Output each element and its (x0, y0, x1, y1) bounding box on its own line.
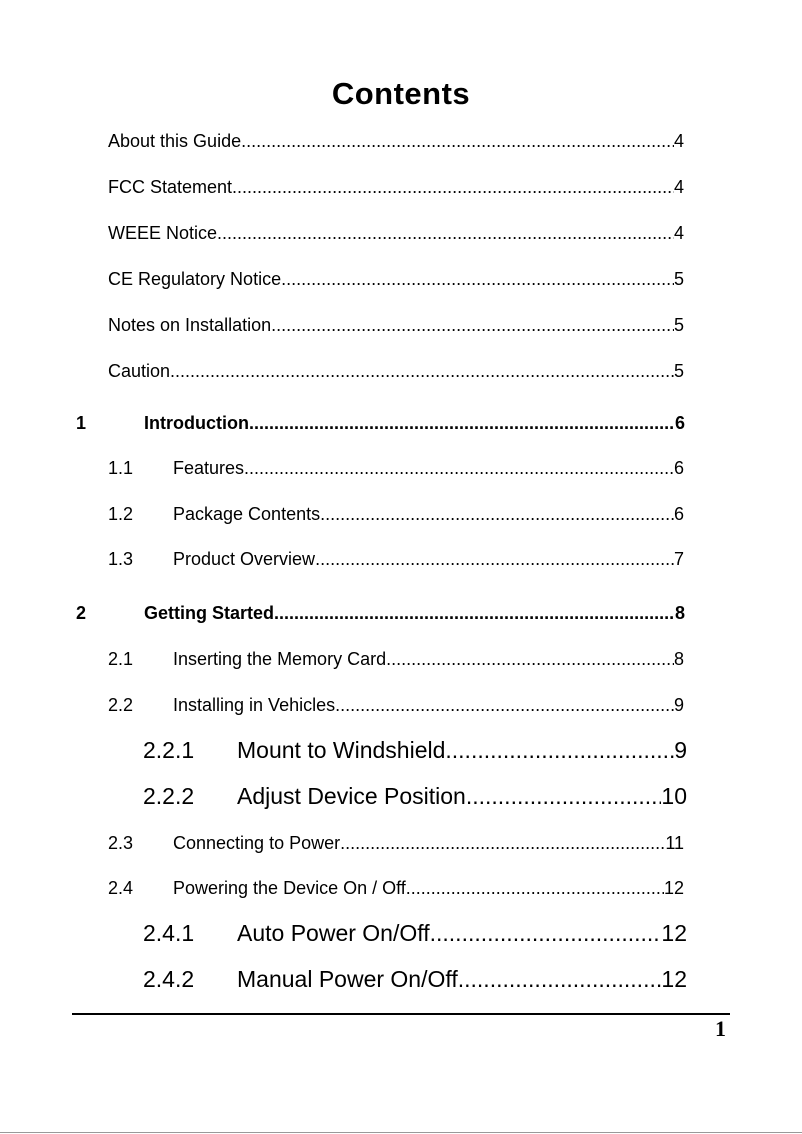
toc-entry-title: About this Guide (108, 131, 242, 151)
dot-leader (386, 649, 674, 670)
toc-entry-title: Installing in Vehicles (173, 695, 336, 715)
toc-page-number: 12 (661, 966, 687, 992)
toc-entry-about-this-guide[interactable] (108, 131, 684, 152)
toc-section-number: 1.1 (108, 458, 134, 478)
toc-section-powering-device-on-off[interactable] (108, 878, 684, 899)
toc-entry-title: Getting Started (144, 603, 275, 623)
toc-section-features[interactable] (108, 458, 684, 479)
toc-page-number: 6 (673, 458, 684, 478)
dot-leader (241, 131, 674, 152)
toc-page-number: 5 (673, 269, 684, 289)
toc-section-package-contents[interactable] (108, 504, 684, 525)
dot-leader (281, 269, 674, 290)
dot-leader (271, 315, 674, 336)
footer-rule (72, 1013, 730, 1015)
toc-entry-title: Notes on Installation (108, 315, 272, 335)
toc-page-number: 4 (673, 131, 684, 151)
toc-section-number: 2.3 (108, 833, 134, 853)
toc-page-number: 4 (673, 223, 684, 243)
dot-leader (249, 413, 675, 434)
toc-chapter-introduction[interactable] (76, 413, 685, 434)
toc-entry-title: Connecting to Power (173, 833, 341, 853)
toc-page-number: 12 (663, 878, 684, 898)
toc-entry-title: Manual Power On/Off (237, 966, 458, 992)
toc-entry-title: WEEE Notice (108, 223, 218, 243)
toc-section-number: 2.2 (108, 695, 134, 715)
toc-entry-title: Features (173, 458, 245, 478)
bottom-edge-rule (0, 1132, 802, 1133)
toc-section-number: 2.2.1 (143, 737, 195, 763)
toc-page-number: 5 (673, 361, 684, 381)
toc-entry-title: Inserting the Memory Card (173, 649, 387, 669)
toc-subsection-adjust-device-position[interactable] (143, 783, 687, 810)
toc-entry-title: Product Overview (173, 549, 316, 569)
toc-section-number: 1.3 (108, 549, 134, 569)
dot-leader (445, 737, 674, 764)
toc-section-inserting-memory-card[interactable] (108, 649, 684, 670)
dot-leader (315, 549, 674, 570)
toc-section-number: 2.2.2 (143, 783, 195, 809)
dot-leader (274, 603, 675, 624)
toc-page-number: 9 (674, 737, 687, 763)
toc-section-connecting-to-power[interactable] (108, 833, 684, 854)
dot-leader (430, 920, 662, 947)
toc-entry-title: FCC Statement (108, 177, 233, 197)
dot-leader (335, 695, 674, 716)
toc-entry-fcc-statement[interactable] (108, 177, 684, 198)
toc-section-installing-in-vehicles[interactable] (108, 695, 684, 716)
toc-section-number: 2.4.1 (143, 920, 195, 946)
dot-leader (340, 833, 665, 854)
toc-page-number: 10 (661, 783, 687, 809)
dot-leader (232, 177, 674, 198)
toc-page-number: 5 (673, 315, 684, 335)
toc-entry-notes-on-installation[interactable] (108, 315, 684, 336)
toc-entry-ce-regulatory-notice[interactable] (108, 269, 684, 290)
dot-leader (406, 878, 664, 899)
toc-section-number: 2.4 (108, 878, 134, 898)
toc-page-number: 12 (661, 920, 687, 946)
toc-section-number: 1.2 (108, 504, 134, 524)
dot-leader (320, 504, 674, 525)
toc-entry-title: Mount to Windshield (237, 737, 446, 763)
toc-page-number: 11 (665, 833, 684, 853)
toc-section-number: 2.1 (108, 649, 134, 669)
toc-entry-title: Powering the Device On / Off (173, 878, 406, 898)
dot-leader (466, 783, 662, 810)
dot-leader (217, 223, 674, 244)
toc-entry-title: Adjust Device Position (237, 783, 466, 809)
footer-page-number: 1 (715, 1016, 726, 1041)
dot-leader (170, 361, 674, 382)
toc-entry-title: Package Contents (173, 504, 321, 524)
toc-section-number: 1 (76, 413, 87, 433)
toc-chapter-getting-started[interactable] (76, 603, 685, 624)
toc-page-number: 8 (674, 603, 685, 623)
toc-page-number: 6 (674, 413, 685, 433)
toc-page-number: 7 (673, 549, 684, 569)
toc-entry-title: Introduction (144, 413, 249, 433)
toc-entry-title: Auto Power On/Off (237, 920, 430, 946)
toc-section-number: 2 (76, 603, 87, 623)
toc-page-number: 9 (673, 695, 684, 715)
toc-section-product-overview[interactable] (108, 549, 684, 570)
toc-page-number: 6 (673, 504, 684, 524)
toc-entry-weee-notice[interactable] (108, 223, 684, 244)
toc-page-number: 4 (673, 177, 684, 197)
toc-subsection-manual-power-on-off[interactable] (143, 966, 687, 993)
dot-leader (244, 458, 674, 479)
toc-entry-caution[interactable] (108, 361, 684, 382)
toc-entry-title: CE Regulatory Notice (108, 269, 282, 289)
page-title: Contents (331, 76, 471, 111)
toc-entry-title: Caution (108, 361, 171, 381)
toc-section-number: 2.4.2 (143, 966, 195, 992)
toc-subsection-mount-to-windshield[interactable] (143, 737, 687, 764)
toc-page-number: 8 (673, 649, 684, 669)
toc-subsection-auto-power-on-off[interactable] (143, 920, 687, 947)
dot-leader (458, 966, 662, 993)
